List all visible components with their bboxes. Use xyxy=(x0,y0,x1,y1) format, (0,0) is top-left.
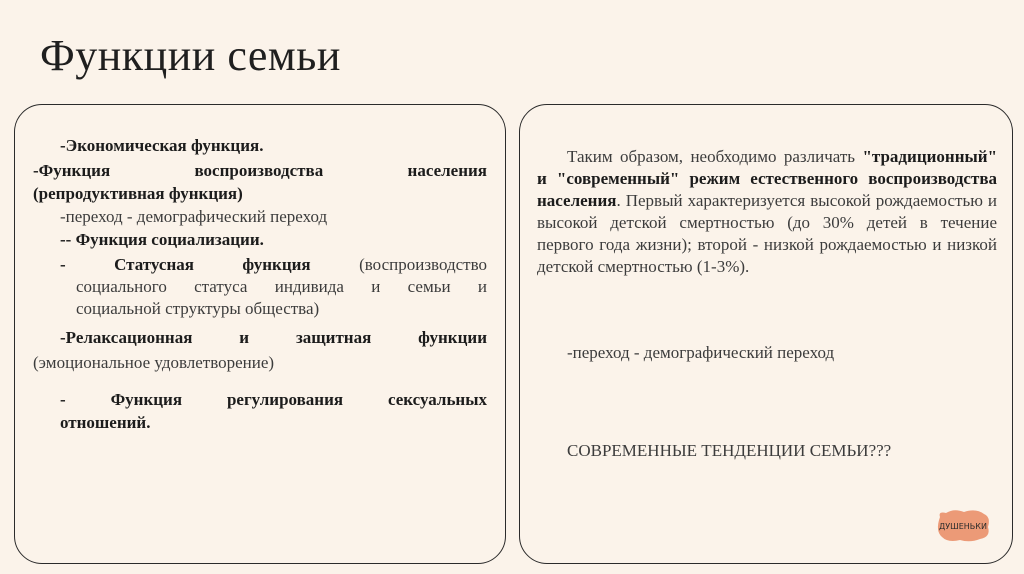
demographic-transition-left: -переход - демографический переход xyxy=(60,207,328,226)
modern-trends-heading: СОВРЕМЕННЫЕ ТЕНДЕНЦИИ СЕМЬИ??? xyxy=(567,441,892,460)
status-function-line3: социальной структуры общества) xyxy=(76,299,320,318)
reproductive-function-line1: -Функция воспроизводства населения xyxy=(33,161,487,180)
status-function-title: - Статусная функция xyxy=(60,255,311,274)
regimes-bold: "традиционный" и "современный" режим естественного воспроизводства населения xyxy=(537,147,998,210)
logo-stamp xyxy=(934,505,992,545)
sexual-regulation-function-line2: отношений. xyxy=(60,413,151,432)
demographic-transition-right: -переход - демографический переход xyxy=(567,343,835,362)
economic-function: -Экономическая функция. xyxy=(60,136,264,155)
socialization-function: -- Функция социализации. xyxy=(60,230,264,249)
status-function-line2: социального статуса индивида и семьи и xyxy=(76,277,487,296)
relaxation-function: -Релаксационная и защитная функции xyxy=(60,328,487,347)
demographic-regimes-paragraph xyxy=(537,146,997,278)
sexual-regulation-function-line1: - Функция регулирования сексуальных xyxy=(60,390,487,409)
regimes-rest: . Первый характеризуется высокой рождаемостью и высокой детской смертностью (до 30% детей в течение первого года жизни); второй - низкой рождаемостью и низкой детской смертностью (1-3%). xyxy=(537,191,997,276)
status-function-line1 xyxy=(60,254,487,276)
slide-title: Функции семьи xyxy=(40,31,341,80)
status-function-paren: (воспроизводство xyxy=(359,255,487,274)
logo-text: ДУШЕНЬКИ xyxy=(939,522,987,531)
reproductive-function-line2: (репродуктивная функция) xyxy=(33,184,243,203)
status-function xyxy=(60,254,487,320)
relaxation-function-detail: (эмоциональное удовлетворение) xyxy=(33,353,275,372)
regimes-intro: Таким образом, необходимо различать xyxy=(567,147,856,166)
